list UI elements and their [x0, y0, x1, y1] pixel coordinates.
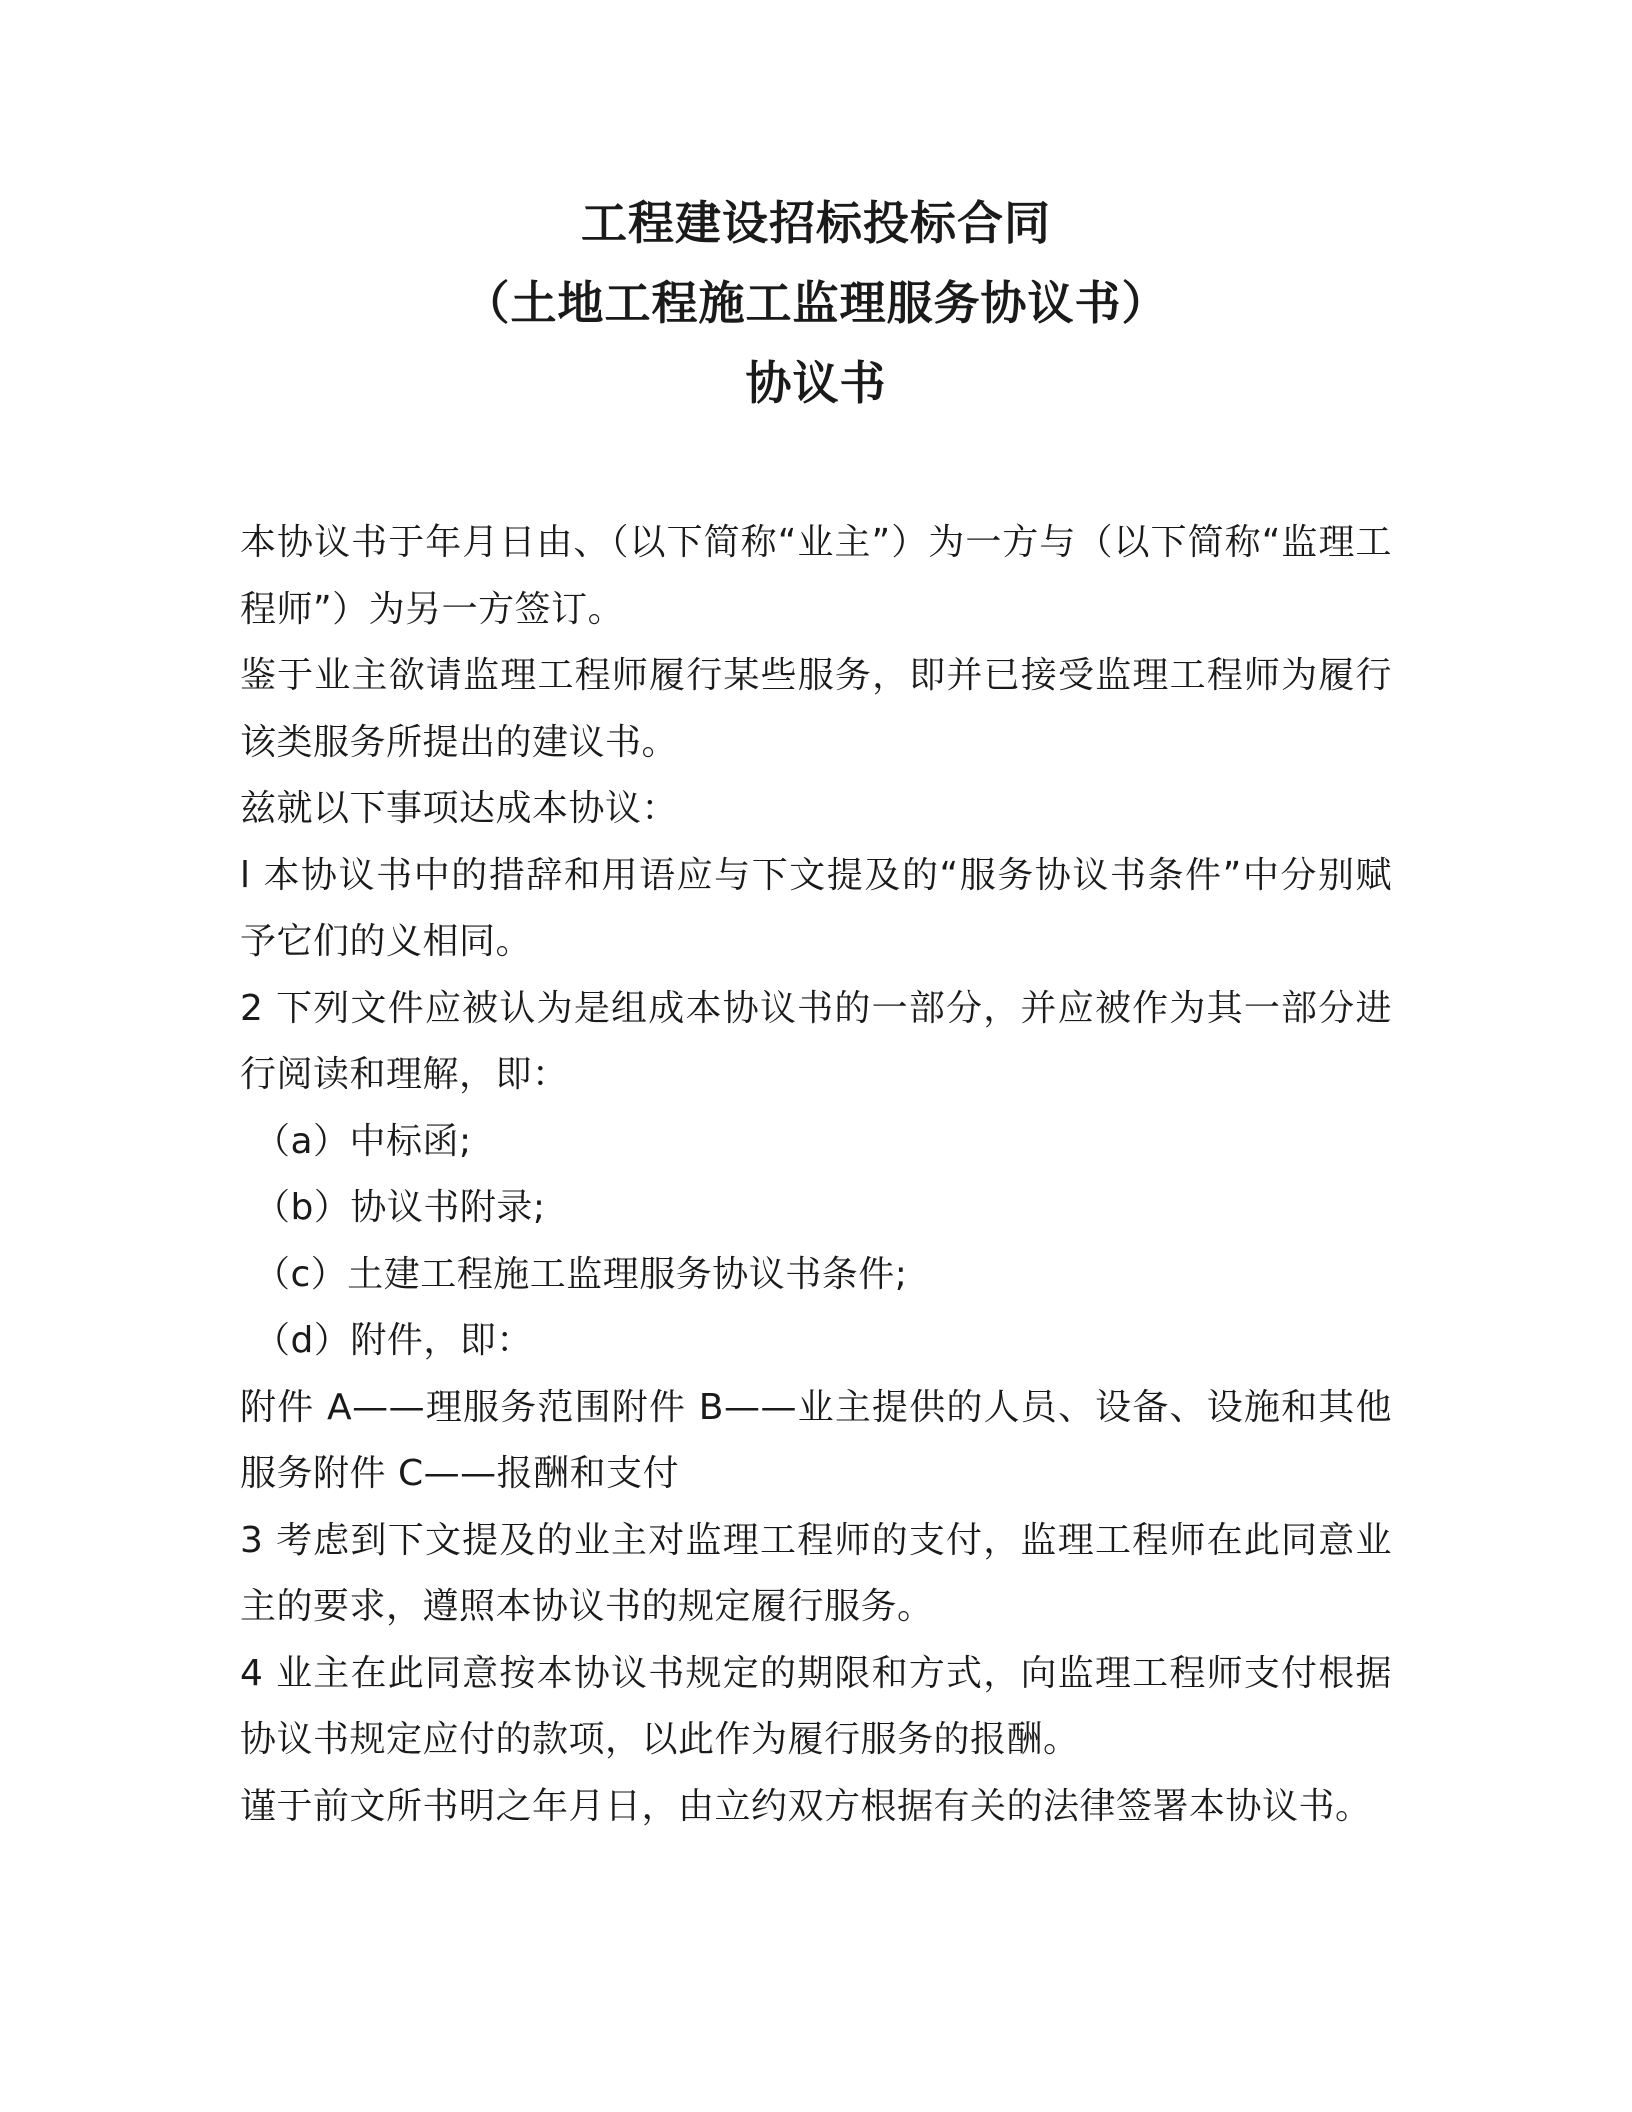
document-heading: 协议书: [745, 356, 887, 410]
document-body: [240, 510, 1392, 1840]
clause-2-item-c: （c）土建工程施工监理服务协议书条件;: [254, 1253, 908, 1295]
document-title: 工程建设招标投标合同: [581, 196, 1051, 250]
clause-1: l 本协议书中的措辞和用语应与下文提及的“服务协议书条件”中分别赋予它们的义相同。: [240, 854, 1392, 962]
paragraph-agreement-intro: 兹就以下事项达成本协议：: [240, 788, 679, 829]
clause-3: 3 考虑到下文提及的业主对监理工程师的支付，监理工程师在此同意业主的要求，遵照本协议书的规定履行服务。: [240, 1519, 1392, 1627]
clause-2: 2 下列文件应被认为是组成本协议书的一部分，并应被作为其一部分进行阅读和理解，即：: [240, 987, 1392, 1095]
clause-4: 4 业主在此同意按本协议书规定的期限和方式，向监理工程师支付根据协议书规定应付的款项，以此作为履行服务的报酬。: [240, 1652, 1392, 1760]
attachments-list: 附件 A——理服务范围附件 B——业主提供的人员、设备、设施和其他服务附件 C——报酬和支付: [240, 1386, 1392, 1494]
document-title-block: [0, 183, 1632, 423]
paragraph-preamble: 本协议书于年月日由、（以下简称“业主”）为一方与（以下简称“监理工程师”）为另一方签订。: [240, 522, 1392, 630]
clause-2-item-d: （d）附件，即：: [254, 1320, 533, 1361]
paragraph-whereas: 鉴于业主欲请监理工程师履行某些服务，即并已接受监理工程师为履行该类服务所提出的建议书。: [240, 655, 1392, 763]
clause-2-item-b: （b）协议书附录;: [254, 1187, 546, 1228]
paragraph-signing: 谨于前文所书明之年月日，由立约双方根据有关的法律签署本协议书。: [240, 1785, 1372, 1827]
clause-2-item-a: （a）中标函;: [254, 1120, 472, 1162]
document-subtitle: （土地工程施工监理服务协议书）: [463, 276, 1169, 330]
